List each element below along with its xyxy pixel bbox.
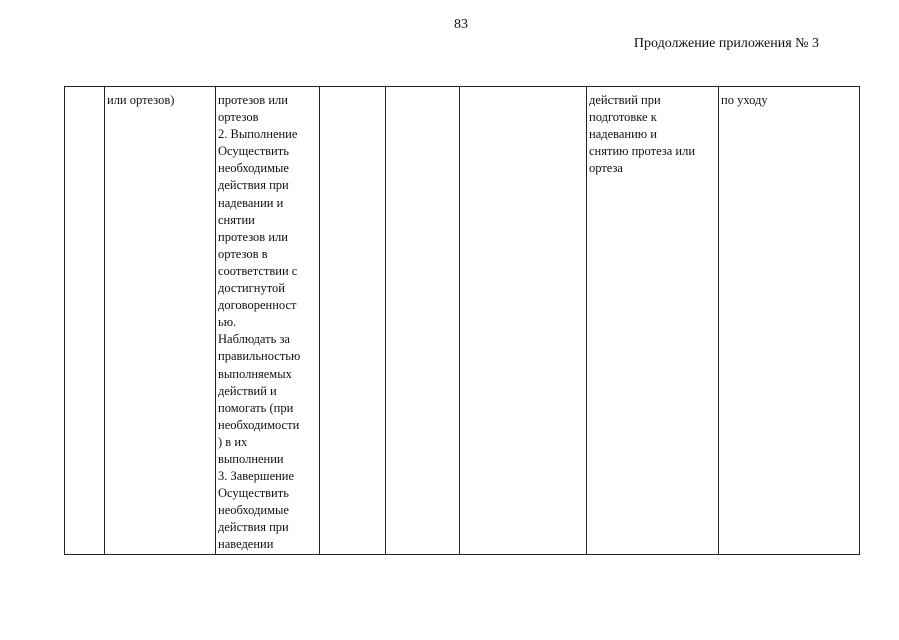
table-cell-number <box>65 87 105 555</box>
cell-text: действий при подготовке к надеванию и снятию протеза или ортеза <box>589 93 696 176</box>
table-cell-procedure <box>216 87 320 555</box>
cell-text: по уходу <box>721 93 768 107</box>
cell-text: протезов или ортезов 2. Выполнение Осуществить необходимые действия при надевании и снятии протезов или ортезов в соответствии с достигнутой договоренност ью. Наблюдать за правильностью выполняемых действий и помогать (при необходимости ) в их выполнении 3. Завершение Осуществить необходимые действия при наведении <box>218 93 301 552</box>
table-cell-empty-a <box>320 87 386 555</box>
cell-text: или ортезов) <box>107 93 175 107</box>
table-cell-empty-c <box>460 87 587 555</box>
page-number: 83 <box>454 17 468 32</box>
continuation-label: Продолжение приложения № 3 <box>633 36 819 51</box>
table-cell-notes <box>719 87 860 555</box>
table-cell-empty-b <box>386 87 460 555</box>
table-row <box>65 87 860 555</box>
table-cell-result <box>587 87 719 555</box>
table-cell-service <box>105 87 216 555</box>
document-table <box>64 86 860 555</box>
